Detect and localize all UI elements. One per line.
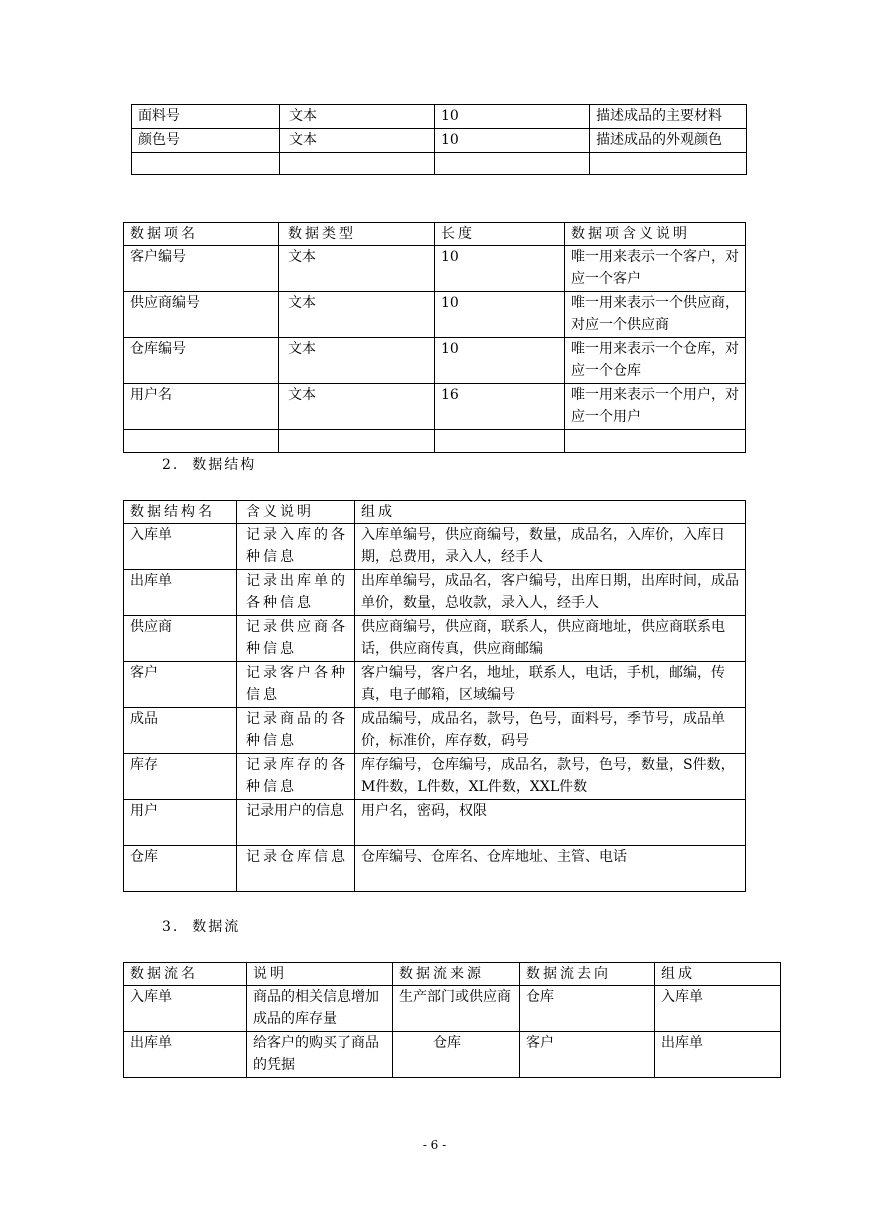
table-cell: 客户 — [124, 662, 237, 708]
table-cell: 10 — [435, 292, 565, 338]
table-row — [124, 338, 746, 384]
table-cell — [124, 430, 279, 453]
column-header: 数据流去向 — [520, 963, 655, 986]
table-row — [132, 129, 747, 153]
column-header: 长度 — [435, 223, 565, 246]
table-header-row — [124, 223, 746, 246]
table-cell: 记录出库单的各种信息 — [237, 570, 355, 616]
table-cell: 库存 — [124, 754, 237, 800]
table-cell: 文本 — [279, 246, 435, 292]
table-cell: 10 — [435, 246, 565, 292]
table-cell: 成品编号，成品名，款号，色号，面料号，季节号，成品单价，标准价，库存数，码号 — [355, 708, 746, 754]
table-cell — [132, 153, 280, 175]
column-header: 数据结构名 — [124, 501, 237, 524]
table-cell: 唯一用来表示一个供应商，对应一个供应商 — [565, 292, 746, 338]
table-cell: 颜色号 — [132, 129, 280, 153]
table-cell: 仓库编号、仓库名、仓库地址、主管、电话 — [355, 846, 746, 892]
table-cell: 库存编号，仓库编号，成品名，款号，色号，数量，S件数，M件数，L件数，XL件数，XXL件数 — [355, 754, 746, 800]
table-cell: 记录客户各种信息 — [237, 662, 355, 708]
table-cell: 记录入库的各种信息 — [237, 524, 355, 570]
table-cell: 面料号 — [132, 105, 280, 129]
table-row — [124, 570, 746, 616]
table-cell: 记录商品的各种信息 — [237, 708, 355, 754]
table-cell: 商品的相关信息增加成品的库存量 — [247, 986, 393, 1032]
table-cell: 文本 — [280, 105, 435, 129]
data-flow-table — [123, 962, 781, 1078]
table-cell: 出库单 — [655, 1032, 781, 1078]
table-cell: 生产部门或供应商 — [393, 986, 520, 1032]
table-cell: 出库单 — [124, 1032, 247, 1078]
table-cell: 仓库 — [520, 986, 655, 1032]
table-cell — [280, 153, 435, 175]
table-cell: 用户名 — [124, 384, 279, 430]
table-header-row — [124, 963, 781, 986]
table-cell: 文本 — [279, 292, 435, 338]
data-item-table — [123, 222, 746, 453]
table-row — [124, 430, 746, 453]
table-cell: 记录用户的信息 — [237, 800, 355, 846]
table-row — [132, 105, 747, 129]
table-cell: 客户编号 — [124, 246, 279, 292]
table-row — [124, 384, 746, 430]
table-cell: 供应商 — [124, 616, 237, 662]
table-cell: 10 — [435, 105, 590, 129]
table-cell: 文本 — [279, 384, 435, 430]
table-row — [124, 708, 746, 754]
table-row — [124, 986, 781, 1032]
data-structure-table — [123, 500, 746, 892]
table-cell: 16 — [435, 384, 565, 430]
table-row — [124, 1032, 781, 1078]
table-cell — [590, 153, 747, 175]
table-cell: 客户编号，客户名，地址，联系人，电话，手机，邮编，传真，电子邮箱，区域编号 — [355, 662, 746, 708]
table-cell: 唯一用来表示一个用户，对应一个用户 — [565, 384, 746, 430]
table-cell: 仓库编号 — [124, 338, 279, 384]
table-cell: 入库单 — [655, 986, 781, 1032]
table-cell: 供应商编号，供应商，联系人，供应商地址，供应商联系电话，供应商传真，供应商邮编 — [355, 616, 746, 662]
table-row — [132, 153, 747, 175]
section-number: 2. — [162, 457, 180, 473]
table-row — [124, 616, 746, 662]
table-cell: 入库单 — [124, 986, 247, 1032]
field-table-continued — [131, 104, 747, 175]
table-row — [124, 662, 746, 708]
column-header: 组成 — [355, 501, 746, 524]
table-cell: 描述成品的主要材料 — [590, 105, 747, 129]
table-cell: 给客户的购买了商品的凭据 — [247, 1032, 393, 1078]
table-cell: 唯一用来表示一个仓库，对应一个仓库 — [565, 338, 746, 384]
table-cell — [565, 430, 746, 453]
table-cell: 文本 — [279, 338, 435, 384]
section-number: 3. — [162, 919, 180, 935]
table-cell: 仓库 — [393, 1032, 520, 1078]
table-cell — [279, 430, 435, 453]
table-cell: 10 — [435, 129, 590, 153]
table-cell: 入库单编号，供应商编号，数量，成品名，入库价，入库日期，总费用，录入人，经手人 — [355, 524, 746, 570]
column-header: 说明 — [247, 963, 393, 986]
section-title: 数据流 — [192, 919, 241, 935]
table-cell: 记录仓库信息 — [237, 846, 355, 892]
table-cell: 描述成品的外观颜色 — [590, 129, 747, 153]
table-cell: 记录供应商各种信息 — [237, 616, 355, 662]
table-row — [124, 246, 746, 292]
table-cell: 用户名，密码，权限 — [355, 800, 746, 846]
table-cell: 出库单编号，成品名，客户编号，出库日期，出库时间，成品单价，数量，总收款，录入人，经手人 — [355, 570, 746, 616]
column-header: 组成 — [655, 963, 781, 986]
table-cell: 唯一用来表示一个客户，对应一个客户 — [565, 246, 746, 292]
section-heading — [162, 916, 240, 938]
table-row — [124, 846, 746, 892]
table-header-row — [124, 501, 746, 524]
table-cell: 入库单 — [124, 524, 237, 570]
page-number: - 6 - — [422, 1138, 447, 1152]
table-row — [124, 800, 746, 846]
column-header: 数据项名 — [124, 223, 279, 246]
table-cell — [435, 430, 565, 453]
table-cell — [435, 153, 590, 175]
table-cell: 供应商编号 — [124, 292, 279, 338]
table-row — [124, 292, 746, 338]
table-cell: 客户 — [520, 1032, 655, 1078]
column-header: 数据项含义说明 — [565, 223, 746, 246]
table-cell: 文本 — [280, 129, 435, 153]
column-header: 数据流名 — [124, 963, 247, 986]
table-row — [124, 524, 746, 570]
table-row — [124, 754, 746, 800]
column-header: 含义说明 — [237, 501, 355, 524]
section-title: 数据结构 — [192, 457, 257, 473]
column-header: 数据流来源 — [393, 963, 520, 986]
table-cell: 成品 — [124, 708, 237, 754]
table-cell: 用户 — [124, 800, 237, 846]
table-cell: 10 — [435, 338, 565, 384]
column-header: 数据类型 — [279, 223, 435, 246]
table-cell: 出库单 — [124, 570, 237, 616]
section-heading — [162, 454, 256, 476]
table-cell: 仓库 — [124, 846, 237, 892]
table-cell: 记录库存的各种信息 — [237, 754, 355, 800]
